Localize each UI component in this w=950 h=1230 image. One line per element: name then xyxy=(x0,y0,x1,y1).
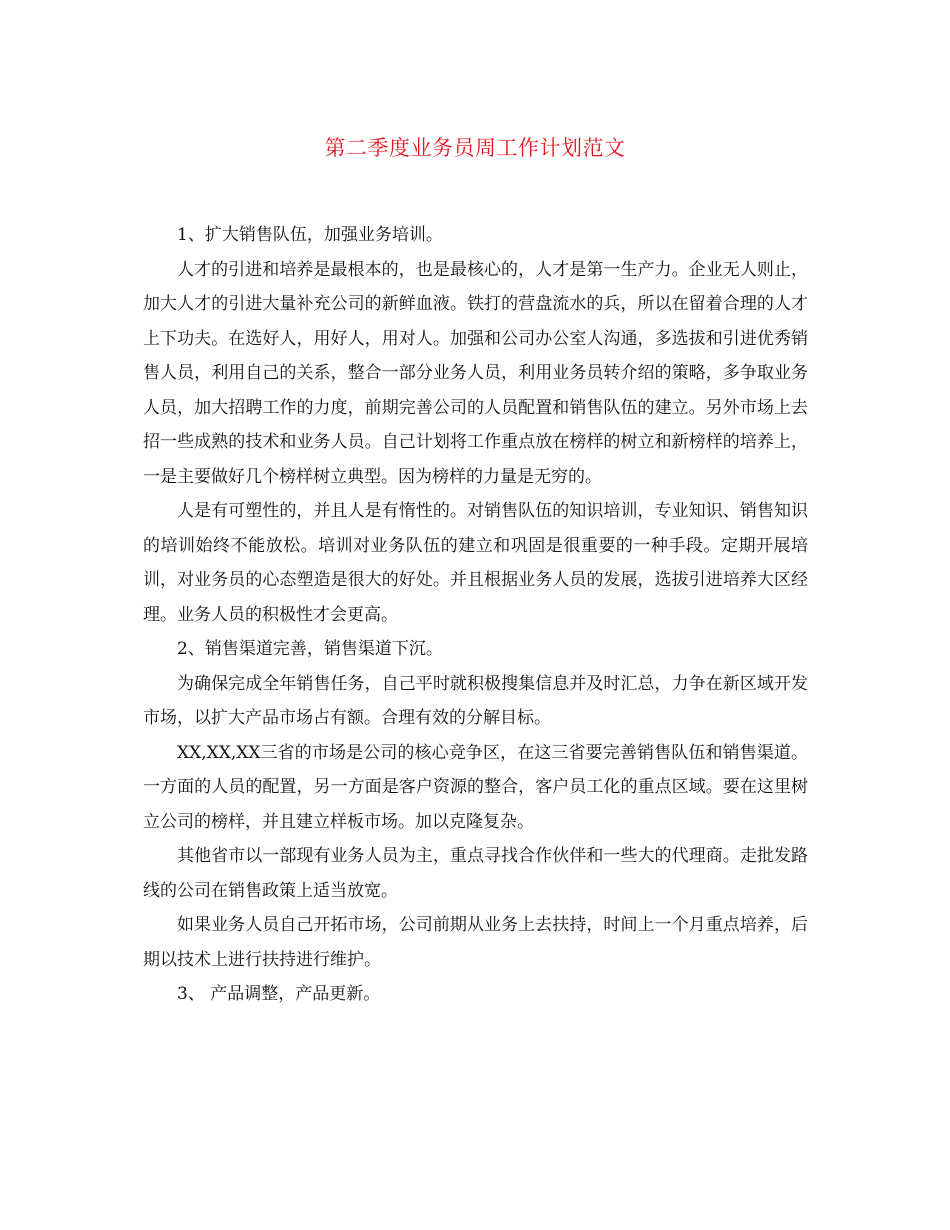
section-heading-3: 3、 产品调整，产品更新。 xyxy=(177,984,381,1004)
body-paragraph: 人是有可塑性的，并且人是有惰性的。对销售队伍的知识培训，专业知识、销售知识的培训始终不能放松。培训对业务队伍的建立和巩固是很重要的一种手段。定期开展培训，对业务员的心态塑造是很大的好处。并且根据业务人员的发展，选拔引进培养大区经理。业务人员的积极性才会更高。 xyxy=(143,501,808,625)
body-paragraph: 其他省市以一部现有业务人员为主，重点寻找合作伙伴和一些大的代理商。走批发路线的公司在销售政策上适当放宽。 xyxy=(143,846,808,901)
body-paragraph: XX,XX,XX三省的市场是公司的核心竞争区，在这三省要完善销售队伍和销售渠道。一方面的人员的配置，另一方面是客户资源的整合，客户员工化的重点区域。要在这里树立公司的榜样，并且建立样板市场。加以克隆复杂。 xyxy=(143,742,808,832)
body-paragraph: 人才的引进和培养是最根本的，也是最核心的，人才是第一生产力。企业无人则止，加大人才的引进大量补充公司的新鲜血液。铁打的营盘流水的兵，所以在留着合理的人才上下功夫。在选好人，用好人，用对人。加强和公司办公室人沟通，多选拔和引进优秀销售人员，利用自己的关系，整合一部分业务人员，利用业务员转介绍的策略，多争取业务人员，加大招聘工作的力度，前期完善公司的人员配置和销售队伍的建立。另外市场上去招一些成熟的技术和业务人员。自己计划将工作重点放在榜样的树立和新榜样的培养上，一是主要做好几个榜样树立典型。因为榜样的力量是无穷的。 xyxy=(143,259,808,487)
body-paragraph: 为确保完成全年销售任务，自己平时就积极搜集信息并及时汇总，力争在新区域开发市场，以扩大产品市场占有额。合理有效的分解目标。 xyxy=(143,673,808,728)
section-heading-2: 2、销售渠道完善，销售渠道下沉。 xyxy=(177,639,443,659)
section-heading-1: 1、扩大销售队伍，加强业务培训。 xyxy=(177,225,443,245)
body-paragraph: 如果业务人员自己开拓市场，公司前期从业务上去扶持，时间上一个月重点培养，后期以技术上进行扶持进行维护。 xyxy=(143,915,808,970)
document-title: 第二季度业务员周工作计划范文 xyxy=(324,136,626,160)
document-body xyxy=(143,218,808,1012)
